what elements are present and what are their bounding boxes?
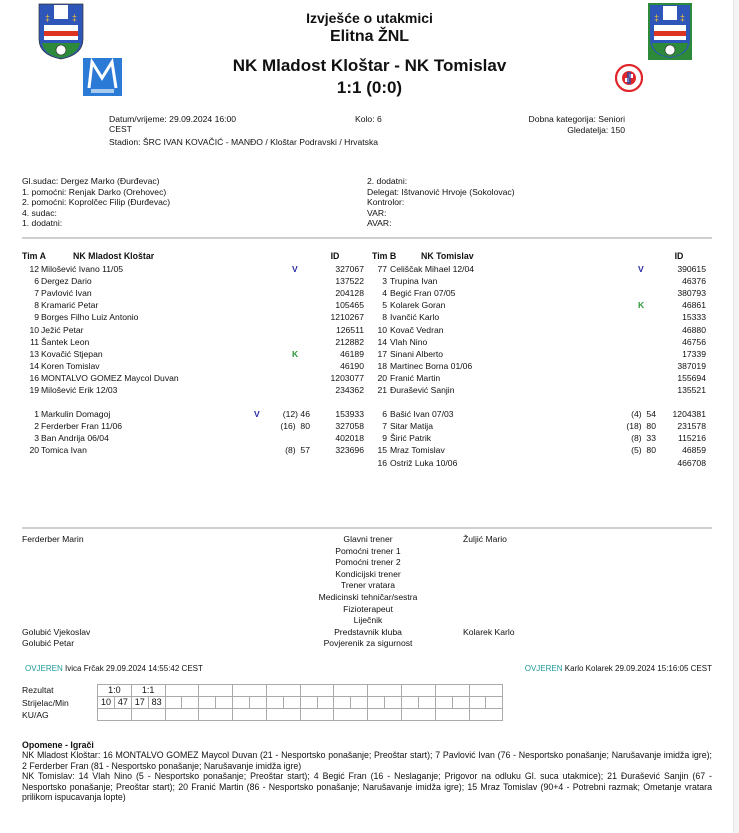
scorer-number-cell — [300, 697, 317, 709]
player-name: Vlah Nino — [390, 336, 428, 347]
card-cell — [199, 709, 233, 721]
player-name: Đurašević Sanjin — [390, 385, 455, 395]
svg-text:‡: ‡ — [45, 13, 51, 23]
cautions-away: NK Tomislav: 14 Vlah Nino (5 - Nesportsko ponašanje; Preoštar start); 4 Begić Fran (16 - Neslaganje; Prigovor na odluku Gl. suca utakmice); 21 Đurašević Sanjin (67 - Nesportsko ponašanje; Preoštar start); 20 Franić Martin (86 - Nesportsko ponašanje; Narušavanje imidža igre); 15 Mraz Tomislav (90+4 - Potrebni razmak; Ometanje vratara prilikom ispucavanja lopte) — [22, 771, 712, 803]
official-additional-1: 1. dodatni: — [22, 218, 63, 228]
officials-right — [367, 176, 515, 229]
team-a-name: NK Mladost Kloštar — [73, 251, 155, 261]
player-row — [370, 336, 710, 348]
official-additional-2: 2. dodatni: — [367, 176, 408, 186]
player-name: Begić Fran 07/05 — [390, 288, 456, 299]
player-name: Bašić Ivan 07/03 — [390, 409, 454, 420]
result-score-cell — [435, 685, 469, 697]
scorer-number-cell — [402, 697, 419, 709]
player-row — [370, 324, 710, 336]
away-verified-status: OVJEREN — [524, 664, 563, 673]
player-name: Milošević Ivano 11/05 — [41, 264, 124, 274]
card-cell — [435, 709, 469, 721]
staff-role: Fizioterapeut — [343, 603, 393, 614]
player-number: 3 — [382, 276, 387, 287]
player-number: 20 — [377, 372, 387, 383]
player-number: 11 — [30, 336, 39, 347]
card-cell — [334, 709, 368, 721]
player-id: 204128 — [335, 288, 364, 299]
player-number: 9 — [34, 312, 39, 323]
player-name: Pavlović Ivan — [41, 288, 92, 299]
scorer-number-cell — [368, 697, 385, 709]
player-row — [370, 457, 710, 469]
official-var: VAR: — [367, 207, 387, 218]
player-row — [22, 263, 362, 275]
substitution-info: (12) 46 — [282, 409, 310, 420]
scorer-number-cell — [199, 697, 216, 709]
player-id: 323696 — [335, 445, 364, 456]
player-number: 15 — [377, 445, 387, 456]
player-row — [370, 432, 710, 444]
player-row — [22, 275, 362, 287]
player-number: 6 — [382, 409, 387, 420]
goalkeeper-marker: V — [292, 264, 298, 274]
goal-minute-cell — [317, 697, 334, 709]
goal-minute-cell: 83 — [148, 697, 165, 709]
player-row — [370, 348, 710, 360]
player-name: Borges Filho Luiz Antonio — [41, 312, 139, 323]
player-row — [22, 420, 362, 432]
staff-home-name: Ferderber Marin — [22, 534, 84, 544]
age-category: Dobna kategorija: Seniori — [528, 114, 625, 124]
svg-text:‡: ‡ — [680, 13, 686, 23]
player-name: Ivančić Karlo — [390, 312, 440, 323]
divider — [22, 527, 712, 529]
player-id: 126511 — [335, 324, 364, 335]
match-timezone: CEST — [109, 124, 132, 134]
player-id: 327058 — [335, 421, 364, 432]
staff-home-name: Golubić Petar — [22, 638, 75, 649]
player-id: 387019 — [677, 360, 706, 371]
result-score-cell — [300, 685, 334, 697]
player-id: 1210267 — [330, 312, 364, 323]
player-row — [370, 408, 710, 420]
card-cell — [300, 709, 334, 721]
player-row — [22, 444, 362, 456]
team-a-id-header: ID — [330, 251, 340, 261]
result-score-cell — [165, 685, 199, 697]
result-score-cell — [266, 685, 300, 697]
official-main-referee: Gl.sudac: Dergez Marko (Đurđevac) — [22, 176, 160, 186]
player-name: Sitar Matija — [390, 421, 433, 432]
player-row — [370, 263, 710, 275]
match-score: 1:1 (0:0) — [336, 78, 403, 97]
staff-away-name: Žuljić Mario — [463, 534, 507, 544]
staff-role: Liječnik — [353, 615, 383, 626]
player-number: 7 — [382, 421, 387, 432]
substitution-info: (8) 33 — [631, 433, 656, 444]
player-row — [22, 384, 362, 396]
scorer-number-cell: 17 — [131, 697, 148, 709]
player-number: 18 — [377, 360, 387, 371]
goal-minute-cell — [452, 697, 469, 709]
result-score-cell — [334, 685, 368, 697]
player-id: 155694 — [677, 372, 706, 383]
goal-minute-cell — [283, 697, 300, 709]
player-row — [22, 372, 362, 384]
scrollbar[interactable] — [733, 0, 739, 833]
player-number: 20 — [29, 445, 39, 456]
player-id: 390615 — [677, 264, 706, 274]
goal-minute-cell — [182, 697, 199, 709]
player-name: Tomica Ivan — [41, 445, 87, 456]
player-name: Trupina Ivan — [390, 276, 438, 287]
goal-minute-cell — [385, 697, 402, 709]
player-number: 21 — [377, 385, 387, 395]
official-controller: Kontrolor: — [367, 197, 405, 207]
player-number: 16 — [29, 372, 39, 383]
player-name: Markulin Domagoj — [41, 409, 111, 420]
captain-marker: K — [292, 348, 299, 359]
goal-minute-cell — [216, 697, 233, 709]
player-id: 212882 — [335, 336, 364, 347]
card-cell — [266, 709, 300, 721]
result-row-label: Rezultat — [22, 685, 54, 695]
player-number: 13 — [29, 348, 39, 359]
goalkeeper-marker: V — [254, 409, 260, 420]
report-title: Izvješće o utakmici — [306, 10, 433, 26]
player-number: 14 — [377, 336, 387, 347]
svg-text:‡: ‡ — [654, 13, 660, 23]
match-datetime: Datum/vrijeme: 29.09.2024 16:00 — [109, 114, 237, 124]
goal-minute-cell — [486, 697, 503, 709]
player-id: 115216 — [677, 433, 706, 444]
player-name: Ostriž Luka 10/06 — [390, 457, 458, 468]
match-title: NK Mladost Kloštar - NK Tomislav — [232, 56, 507, 75]
scorer-number-cell — [334, 697, 351, 709]
staff-role: Trener vratara — [340, 580, 396, 591]
results-table-row — [98, 697, 503, 709]
staff-role: Pomoćni trener 2 — [335, 557, 401, 568]
results-table-row — [98, 685, 503, 697]
result-score-cell: 1:0 — [98, 685, 132, 697]
player-row — [22, 299, 362, 311]
player-row — [370, 299, 710, 311]
player-id: 46861 — [682, 300, 706, 311]
staff-away-name: Kolarek Karlo — [463, 626, 515, 637]
card-cell — [165, 709, 199, 721]
player-name: Ježić Petar — [41, 324, 84, 335]
goalkeeper-marker: V — [638, 264, 644, 274]
player-number: 12 — [29, 264, 39, 274]
player-id: 46189 — [340, 348, 364, 359]
player-number: 7 — [34, 288, 39, 299]
player-id: 1203077 — [330, 372, 364, 383]
player-id: 135521 — [677, 385, 706, 395]
player-name: Šantek Leon — [41, 336, 90, 347]
player-row — [22, 311, 362, 323]
player-name: Ban Andrija 06/04 — [41, 433, 109, 444]
player-number: 10 — [29, 324, 39, 335]
staff-role: Predstavnik kluba — [334, 626, 402, 637]
staff-role: Povjerenik za sigurnost — [323, 638, 413, 649]
card-cell — [131, 709, 165, 721]
player-row — [370, 287, 710, 299]
league-name: Elitna ŽNL — [329, 28, 410, 45]
scorer-number-cell — [233, 697, 250, 709]
scorer-number-cell — [435, 697, 452, 709]
player-number: 10 — [377, 324, 387, 335]
result-score-cell — [469, 685, 503, 697]
match-stadium: Stadion: ŠRC IVAN KOVAČIĆ - MANĐO / Kloštar Podravski / Hrvatska — [109, 137, 379, 147]
goal-minute-cell — [250, 697, 267, 709]
player-name: Koren Tomislav — [41, 360, 100, 371]
match-round: Kolo: 6 — [355, 114, 382, 124]
player-name: Martinec Borna 01/06 — [390, 360, 473, 371]
player-row — [22, 287, 362, 299]
player-row — [370, 311, 710, 323]
result-score-cell — [233, 685, 267, 697]
divider — [22, 237, 712, 239]
player-id: 15333 — [682, 312, 706, 323]
player-id: 137522 — [335, 276, 364, 287]
official-fourth: 4. sudac: — [22, 207, 57, 218]
player-name: Mraz Tomislav — [390, 445, 445, 456]
player-id: 153933 — [335, 409, 364, 420]
player-id: 105465 — [335, 300, 364, 311]
card-cell — [98, 709, 132, 721]
player-name: MONTALVO GOMEZ Maycol Duvan — [41, 372, 179, 383]
svg-text:‡: ‡ — [72, 13, 78, 23]
player-row — [370, 360, 710, 372]
card-row-label: KU/AG — [22, 710, 49, 720]
goal-minute-cell: 47 — [114, 697, 131, 709]
results-table-row — [98, 709, 503, 721]
spectators: Gledatelja: 150 — [567, 125, 625, 135]
official-avar: AVAR: — [367, 218, 392, 228]
player-name: Dergez Dario — [41, 276, 92, 287]
player-id: 17339 — [682, 348, 706, 359]
player-row — [22, 408, 362, 420]
official-assistant-1: 1. pomoćni: Renjak Darko (Orehovec) — [22, 186, 167, 197]
goal-minute-cell — [418, 697, 435, 709]
official-assistant-2: 2. pomoćni: Koprolčec Filip (Đurđevac) — [22, 197, 171, 207]
scorer-row-label: Strijelac/Min — [22, 697, 69, 708]
staff-role: Medicinski tehničar/sestra — [318, 592, 418, 602]
results-labels — [22, 684, 69, 722]
player-id: 46376 — [682, 276, 706, 287]
result-score-cell — [368, 685, 402, 697]
player-row — [22, 324, 362, 336]
player-id: 402018 — [335, 433, 364, 444]
card-cell — [233, 709, 267, 721]
player-name: Širić Patrik — [390, 433, 432, 444]
player-id: 466708 — [677, 457, 706, 468]
player-number: 9 — [382, 433, 387, 444]
player-name: Celiščak Mihael 12/04 — [390, 264, 475, 274]
player-number: 4 — [382, 288, 387, 299]
official-delegate: Delegat: Ištvanović Hrvoje (Sokolovac) — [367, 186, 515, 197]
player-number: 8 — [382, 312, 387, 323]
home-verified-by: Ivica Frčak 29.09.2024 14:55:42 CEST — [65, 664, 203, 673]
player-id: 231578 — [677, 421, 706, 432]
player-row — [370, 444, 710, 456]
team-a-label: Tim A — [22, 251, 46, 261]
player-row — [22, 348, 362, 360]
player-id: 46756 — [682, 336, 706, 347]
result-score-cell — [402, 685, 436, 697]
scorer-number-cell — [165, 697, 182, 709]
home-verified-status: OVJEREN — [25, 664, 63, 673]
staff-role: Kondicijski trener — [335, 568, 401, 579]
staff-role: Glavni trener — [343, 534, 393, 544]
player-number: 5 — [382, 300, 387, 311]
player-row — [370, 384, 710, 396]
player-number: 14 — [29, 360, 39, 371]
player-id: 46859 — [682, 445, 706, 456]
cautions-title: Opomene - Igrači — [22, 740, 94, 750]
player-name: Franić Martin — [390, 372, 441, 383]
player-number: 16 — [377, 457, 387, 468]
player-id: 46880 — [682, 324, 706, 335]
cautions-home: NK Mladost Kloštar: 16 MONTALVO GOMEZ Maycol Duvan (21 - Nesportsko ponašanje; Preoštar start); 7 Pavlović Ivan (76 - Nesportsko ponašanje; Narušavanje imidža igre); 2 Ferderber Fran (81 - Nesportsko ponašanje; Narušavanje imidža igre) — [22, 750, 712, 771]
home-verification — [25, 664, 203, 675]
card-cell — [469, 709, 503, 721]
result-score-cell — [199, 685, 233, 697]
player-name: Kramarić Petar — [41, 300, 99, 311]
goal-minute-cell — [351, 697, 368, 709]
player-row — [370, 420, 710, 432]
staff-role: Pomoćni trener 1 — [335, 545, 401, 556]
scorer-number-cell — [469, 697, 486, 709]
captain-marker: K — [638, 300, 645, 311]
player-name: Milošević Erik 12/03 — [41, 385, 118, 395]
player-name: Sinani Alberto — [390, 348, 444, 359]
player-id: 327067 — [335, 264, 364, 274]
away-verification — [440, 664, 712, 675]
player-id: 380793 — [677, 288, 706, 299]
player-number: 3 — [34, 433, 39, 444]
player-id: 1204381 — [672, 409, 706, 420]
away-verified-by: Karlo Kolarek 29.09.2024 15:16:05 CEST — [564, 664, 712, 673]
player-number: 6 — [34, 276, 39, 287]
card-cell — [368, 709, 402, 721]
scorer-number-cell: 10 — [98, 697, 115, 709]
card-cell — [402, 709, 436, 721]
player-name: Kovačić Stjepan — [41, 348, 103, 359]
player-row — [370, 275, 710, 287]
substitution-info: (16) 80 — [280, 421, 310, 432]
substitution-info: (18) 80 — [626, 421, 656, 432]
cautions-section — [22, 740, 712, 802]
team-b-id-header: ID — [674, 251, 684, 261]
officials-left — [22, 176, 170, 229]
player-row — [22, 336, 362, 348]
player-name: Kovač Vedran — [390, 324, 444, 335]
player-row — [22, 360, 362, 372]
player-id: 46190 — [340, 360, 364, 371]
result-score-cell: 1:1 — [131, 685, 165, 697]
substitution-info: (8) 57 — [285, 445, 310, 456]
staff-home-name: Golubić Vjekoslav — [22, 626, 91, 637]
team-b-label: Tim B — [372, 251, 397, 261]
player-row — [370, 372, 710, 384]
player-name: Kolarek Goran — [390, 300, 446, 311]
team-b-name: NK Tomislav — [421, 251, 474, 261]
player-number: 1 — [34, 409, 39, 420]
substitution-info: (5) 80 — [631, 445, 656, 456]
results-table — [97, 684, 503, 721]
player-number: 17 — [377, 348, 387, 359]
substitution-info: (4) 54 — [631, 409, 656, 420]
player-number: 2 — [34, 421, 39, 432]
player-row — [22, 432, 362, 444]
player-number: 77 — [377, 264, 387, 274]
player-name: Ferderber Fran 11/06 — [41, 421, 123, 432]
player-number: 8 — [34, 300, 39, 311]
player-number: 19 — [29, 385, 39, 395]
player-id: 234362 — [335, 385, 364, 395]
scorer-number-cell — [266, 697, 283, 709]
